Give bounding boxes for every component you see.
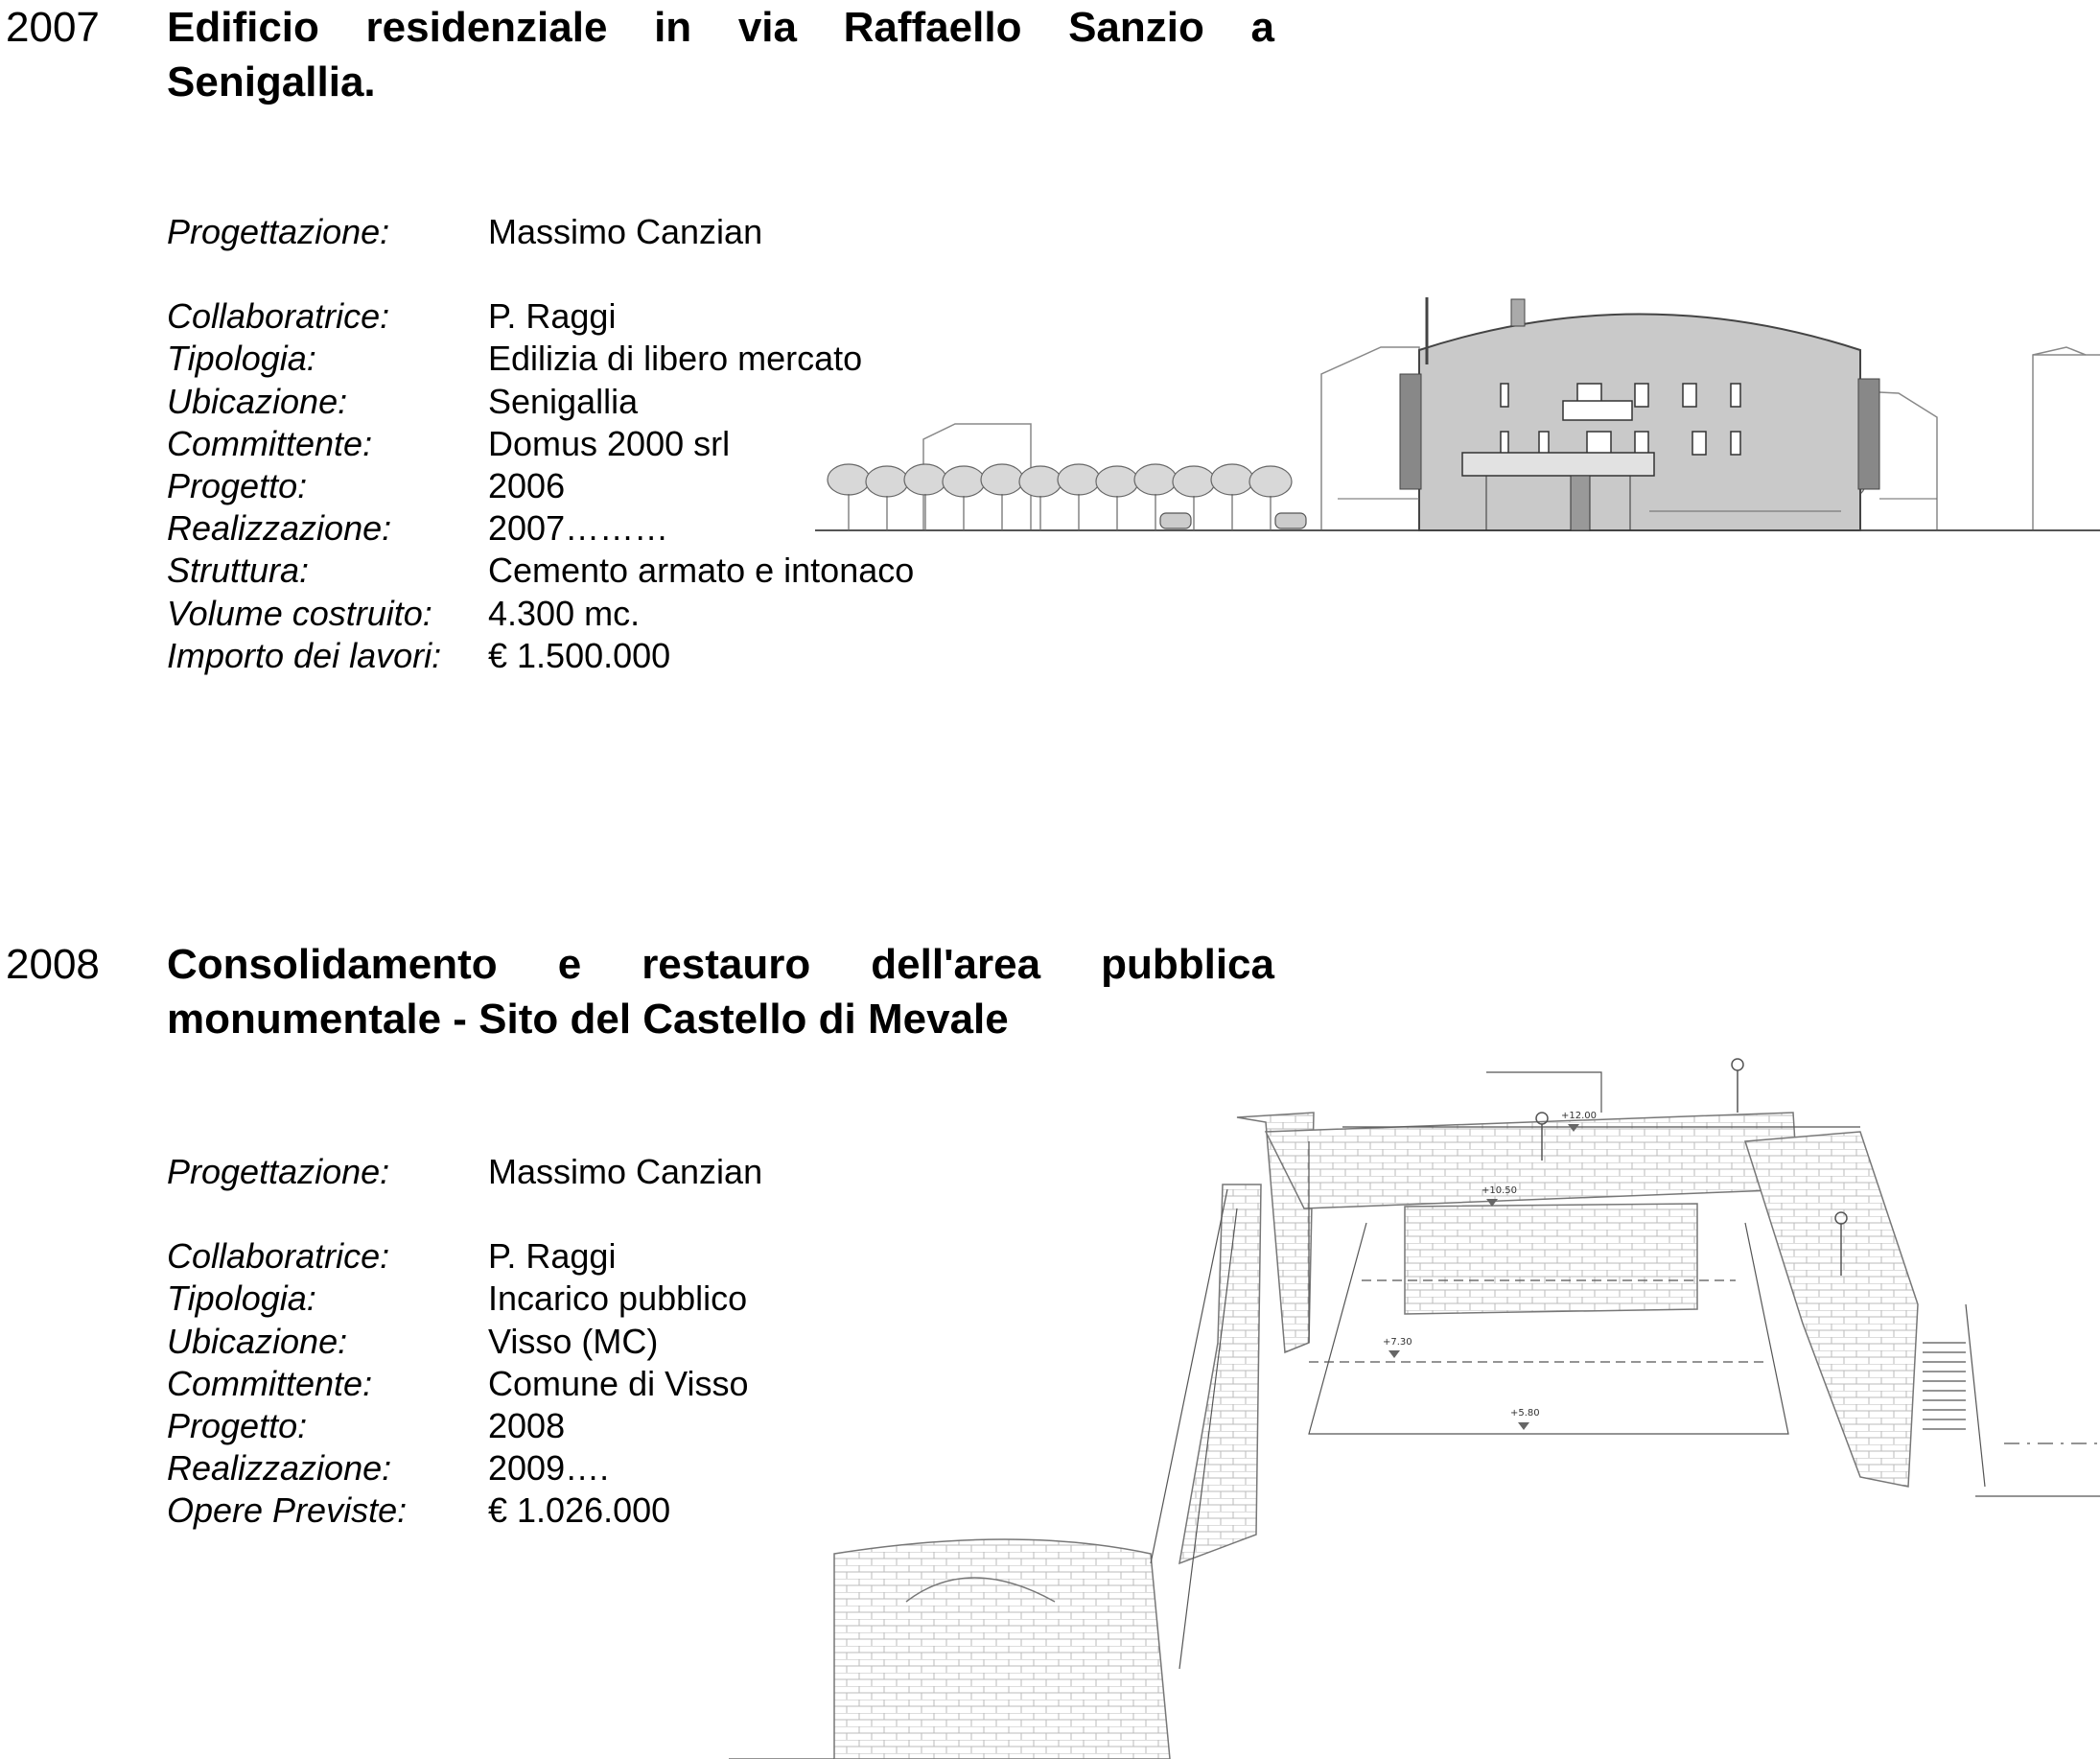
detail-label: Realizzazione: [167, 1448, 392, 1489]
detail-value: P. Raggi [488, 1236, 617, 1277]
elevation-label: +7.30 [1383, 1337, 1412, 1348]
elevation-label: +12.00 [1561, 1111, 1598, 1121]
project-title: Edificio residenziale in via Raffaello Sanzio a Senigallia. [167, 4, 1274, 106]
detail-row [167, 550, 1030, 592]
detail-label: Progettazione: [167, 1152, 390, 1191]
detail-row [167, 593, 1030, 635]
detail-value: Cemento armato e intonaco [488, 551, 915, 591]
detail-label: Ubicazione: [167, 381, 348, 421]
detail-value: 2009…. [488, 1448, 610, 1489]
detail-value: Comune di Visso [488, 1363, 749, 1403]
person-figure-icon [1732, 1059, 1743, 1070]
detail-label: Importo dei lavori: [167, 635, 442, 675]
car-icon [1275, 513, 1306, 528]
car-icon [1160, 513, 1191, 528]
detail-value: 4.300 mc. [488, 593, 641, 633]
detail-label: Committente: [167, 423, 373, 463]
stone-wall [1405, 1204, 1697, 1314]
elevation-label: +10.50 [1482, 1185, 1518, 1196]
main-building [1400, 297, 1879, 530]
building-elevation-drawing [786, 288, 2100, 537]
detail-label: Volume costruito: [167, 593, 432, 633]
stone-wall [1179, 1184, 1261, 1563]
castle-section-drawing [729, 1055, 2100, 1759]
detail-label: Realizzazione: [167, 508, 392, 549]
project-year: 2007 [6, 4, 100, 51]
detail-value: 2006 [488, 466, 566, 506]
detail-row [167, 211, 1030, 253]
detail-label: Collaboratrice: [167, 296, 390, 337]
detail-label: Struttura: [167, 551, 310, 591]
detail-label: Progetto: [167, 1406, 308, 1446]
detail-label: Collaboratrice: [167, 1236, 390, 1277]
detail-value: € 1.026.000 [488, 1490, 671, 1531]
detail-value: € 1.500.000 [488, 635, 671, 675]
detail-value: Edilizia di libero mercato [488, 339, 863, 379]
detail-label: Progettazione: [167, 212, 390, 251]
detail-value: Massimo Canzian [488, 1152, 763, 1191]
detail-value: 2007……… [488, 508, 669, 549]
detail-row [167, 635, 1030, 677]
detail-label: Ubicazione: [167, 1321, 348, 1361]
detail-value: Massimo Canzian [488, 212, 763, 251]
detail-value: 2008 [488, 1406, 566, 1446]
detail-value: P. Raggi [488, 296, 617, 337]
project-title: Consolidamento e restauro dell'area pubblica monumentale - Sito del Castello di Mevale [167, 941, 1274, 1043]
stone-wall [834, 1539, 1170, 1759]
staircase [1923, 1343, 1966, 1429]
detail-label: Tipologia: [167, 339, 316, 379]
detail-label: Progetto: [167, 466, 308, 506]
detail-label: Opere Previste: [167, 1490, 408, 1531]
background-building-outline [2033, 347, 2086, 530]
detail-label: Tipologia: [167, 1278, 316, 1319]
detail-value: Visso (MC) [488, 1321, 659, 1361]
detail-value: Domus 2000 srl [488, 423, 731, 463]
elevation-label: +5.80 [1510, 1408, 1540, 1419]
project-year: 2008 [6, 941, 100, 988]
detail-value: Incarico pubblico [488, 1278, 748, 1319]
detail-value: Senigallia [488, 381, 639, 421]
detail-label: Committente: [167, 1363, 373, 1403]
